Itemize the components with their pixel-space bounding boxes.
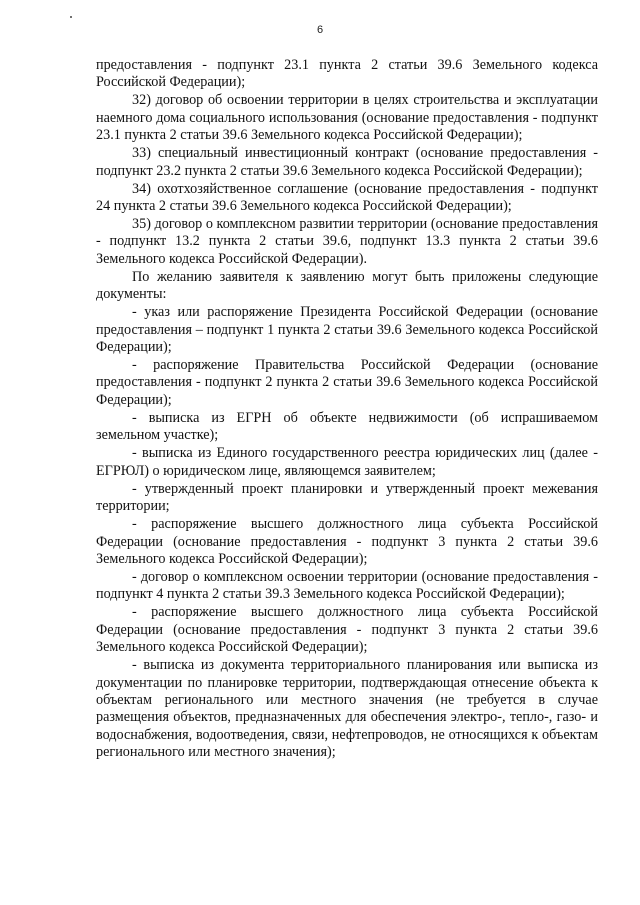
paragraph: - утвержденный проект планировки и утвержденный проект межевания территории; [96, 480, 598, 515]
paragraph: - выписка из документа территориального планирования или выписка из документации по планировке территории, подтверждающая отнесение объекта к объектам регионального или местного значения (не требуется в случае размещения объектов, предназначенных для обеспечения электро-, тепло-, газо- и водоснабжения, водоотведения, связи, нефтепроводов, не относящихся к объектам регионального или местного значения); [96, 657, 598, 761]
paragraph: 33) специальный инвестиционный контракт (основание предоставления - подпункт 23.2 пункта 2 статьи 39.6 Земельного кодекса Российской Федерации); [96, 145, 598, 179]
paragraph: - распоряжение высшего должностного лица субъекта Российской Федерации (основание предоставления - подпункт 3 пункта 2 статьи 39.6 Земельного кодекса Российской Федерации); [96, 604, 598, 656]
paragraph: 35) договор о комплексном развитии территории (основание предоставления - подпункт 13.2 пункта 2 статьи 39.6, подпункт 13.3 пункта 2 статьи 39.6 Земельного кодекса Российской Федерации). [96, 216, 598, 267]
paragraph: По желанию заявителя к заявлению могут быть приложены следующие документы: [96, 268, 598, 303]
paragraph: 34) охотхозяйственное соглашение (основание предоставления - подпункт 24 пункта 2 статьи 39.6 Земельного кодекса Российской Федерации); [96, 180, 598, 215]
paragraph: - распоряжение Правительства Российской Федерации (основание предоставления - подпункт 2 пункта 2 статьи 39.6 Земельного кодекса Российской Федерации); [96, 357, 598, 408]
paragraph: предоставления - подпункт 23.1 пункта 2 статьи 39.6 Земельного кодекса Российской Федерации); [96, 57, 598, 91]
paragraph: - выписка из ЕГРН об объекте недвижимости (об испрашиваемом земельном участке); [96, 409, 598, 444]
paragraph: - распоряжение высшего должностного лица субъекта Российской Федерации (основание предоставления - подпункт 3 пункта 2 статьи 39.6 Земельного кодекса Российской Федерации); [96, 516, 598, 567]
paragraph: - указ или распоряжение Президента Российской Федерации (основание предоставления – подпункт 1 пункта 2 статьи 39.6 Земельного кодекса Российской Федерации); [96, 304, 598, 356]
paragraph: - договор о комплексном освоении территории (основание предоставления - подпункт 4 пункта 2 статьи 39.3 Земельного кодекса Российской Федерации); [96, 568, 598, 603]
paragraph: 32) договор об освоении территории в целях строительства и эксплуатации наемного дома социального использования (основание предоставления - подпункт 23.1 пункта 2 статьи 39.6 Земельного кодекса Российской Федерации); [96, 92, 598, 144]
paragraph: - выписка из Единого государственного реестра юридических лиц (далее - ЕГРЮЛ) о юридическом лице, являющемся заявителем; [96, 445, 598, 479]
document-body [96, 57, 598, 762]
scan-speck [70, 16, 72, 18]
page-number: 6 [316, 24, 324, 36]
